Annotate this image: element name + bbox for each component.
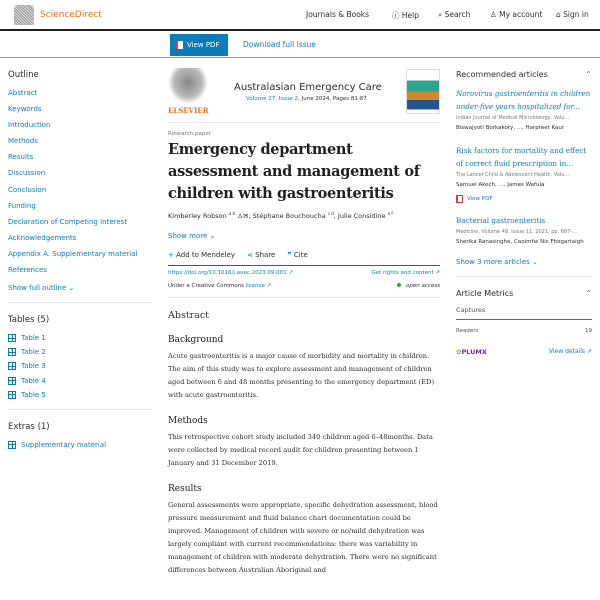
journals-books-link[interactable]: Journals & Books: [306, 10, 370, 19]
elsevier-logo[interactable]: [14, 5, 34, 25]
outline-item[interactable]: Introduction: [8, 121, 51, 130]
section-text: General assessments were appropriate, specific dehydration assessment, blood pressure measurement and fluid balance chart documentation could be improved. Management of children with severe or no/mild dehydration was largely compliant with current recommendations: there was variability in management of children with moderate dehydration. There were no significant differences between Australian Aboriginal and: [168, 501, 438, 575]
outline-heading: Outline: [8, 70, 39, 80]
table-link[interactable]: Table 5: [8, 391, 152, 399]
open-access-badge: open access: [397, 283, 440, 289]
divider: [456, 276, 592, 277]
plumx-logo: ✿PLUMX: [456, 348, 487, 356]
elsevier-publisher-logo[interactable]: ELSEVIER: [168, 68, 208, 118]
author-link[interactable]: Julie Considine: [337, 212, 386, 221]
article-actions: [168, 251, 440, 266]
table-icon: [8, 362, 16, 370]
outline-item[interactable]: Acknowledgements: [8, 233, 77, 242]
table-icon: [8, 334, 16, 342]
doi-link[interactable]: https://doi.org/10.1016/j.auec.2023.09.001 ↗: [168, 270, 293, 277]
chevron-down-icon: ⌄: [532, 258, 538, 266]
show-more-articles-button[interactable]: Show 3 more articles ⌄: [456, 258, 538, 266]
section-heading: Methods: [168, 416, 208, 427]
section-text: This retrospective cohort study included 340 children aged 6–48months. Data were collected by medical record audit for children presenting between 1 January and 31 December 2019.: [168, 433, 433, 468]
cite-button[interactable]: ❞ Cite: [287, 251, 308, 260]
journal-header: [168, 66, 440, 123]
section-heading: Background: [168, 335, 224, 346]
outline-sidebar: [8, 70, 152, 455]
pdf-icon: [176, 41, 183, 49]
outline-item[interactable]: Declaration of Competing Interest: [8, 217, 128, 226]
show-full-outline-button[interactable]: Show full outline ⌄: [8, 284, 75, 293]
journal-volume: Volume 27, Issue 2, June 2024, Pages 81-87: [246, 96, 367, 102]
share-button[interactable]: ⋖ Share: [247, 251, 276, 260]
search-link[interactable]: ⌕ Search: [438, 10, 471, 19]
table-link[interactable]: Table 1: [8, 334, 152, 342]
institution-icon: ⌂: [556, 10, 564, 19]
outline-item[interactable]: References: [8, 266, 47, 275]
author-link[interactable]: Stéphane Bouchoucha: [252, 212, 326, 221]
email-icon[interactable]: ✉: [242, 212, 249, 221]
recommended-article: Risk factors for mortality and effect of correct fluid prescription in... The Lancet Child & Adolescent Health, Volu... Samuel Akech, ..., James Wafula View PDF: [456, 144, 592, 203]
chevron-down-icon: ⌄: [68, 284, 75, 293]
outline-item[interactable]: Funding: [8, 201, 36, 210]
chevron-down-icon: ⌄: [209, 232, 216, 241]
table-link[interactable]: Table 4: [8, 377, 152, 385]
section-text: Acute gastroenteritis is a major cause of morbidity and mortality in children. The aim of this study was to explore assessment and management of children aged between 6 and 48 months presenting to the emergency department (ED) with acute gastroenteritis.: [168, 352, 435, 400]
help-icon: ⓘ: [392, 11, 402, 20]
show-more-button[interactable]: Show more ⌄: [168, 232, 216, 241]
help-link[interactable]: ⓘ Help: [392, 11, 419, 20]
extras-heading: Extras (1): [8, 421, 50, 432]
author-link[interactable]: Kimberley Robson: [168, 212, 227, 221]
metrics-heading: Article Metrics: [456, 289, 514, 298]
volume-link[interactable]: Volume 27, Issue 2: [246, 96, 299, 102]
add-to-mendeley-button[interactable]: + Add to Mendeley: [168, 251, 236, 260]
license-text: Under a Creative Commons license ↗: [168, 283, 272, 290]
site-header: [0, 0, 600, 31]
license-link[interactable]: license ↗: [245, 283, 272, 290]
divider: [8, 409, 152, 410]
recommended-article: Bacterial gastroenteritis Medicine, Volume 49, Issue 11, 2021, pp. 687-... Sherika Ranasinghe, Caoimhe Nic Fhogartaigh: [456, 214, 592, 247]
right-sidebar: Recommended articles ⌃ Norovirus gastroenteritis in children under-five years hospitalized for... Indian Journal of Medical Microbiology, Volu... Biswajyoti Borkakoty, ..., Harpreet Kaur Risk factors for mortality and effect of correct fluid prescription in... The Lancet Child & Adolescent Health, Volu... Samuel Akech, ..., James Wafula View PDF Bacterial gastroenteritis Medicine, Volume 49, Issue 11, 2021, pp. 687-... Sherika Ranasinghe, Caoimhe Nic Fhogartaigh Show 3 more articles ⌄ Article Metrics ⌃ Captures Readers 19 ✿PLUMX View details ↗: [456, 70, 592, 356]
journal-cover-image[interactable]: [406, 69, 440, 114]
article-type: Research paper: [168, 131, 211, 137]
outline-item[interactable]: Results: [8, 153, 34, 162]
table-icon: [8, 391, 16, 399]
table-icon: [8, 377, 16, 385]
article-main: [168, 66, 440, 577]
recommended-article-title[interactable]: Norovirus gastroenteritis in children under-five years hospitalized for...: [456, 89, 591, 111]
share-icon: ⋖: [247, 251, 256, 260]
rights-link[interactable]: Get rights and content ↗: [371, 270, 440, 277]
divider: [8, 302, 152, 303]
view-pdf-link[interactable]: View PDF: [456, 195, 592, 203]
outline-item[interactable]: Keywords: [8, 105, 42, 114]
person-icon: ♙: [237, 212, 243, 221]
view-details-link[interactable]: View details ↗: [548, 348, 592, 355]
download-full-issue-link[interactable]: Download full issue: [243, 40, 316, 49]
outline-item[interactable]: Appendix A. Supplementary material: [8, 249, 138, 258]
outline-item[interactable]: Conclusion: [8, 185, 47, 194]
supplementary-link[interactable]: Supplementary material: [8, 441, 152, 449]
recommended-article-title[interactable]: Bacterial gastroenteritis: [456, 216, 546, 225]
recommended-article: Norovirus gastroenteritis in children under-five years hospitalized for... Indian Journal of Medical Microbiology, Volu... Biswajyoti Borkakoty, ..., Harpreet Kaur: [456, 89, 591, 131]
table-link[interactable]: Table 2: [8, 348, 152, 356]
recommended-article-title[interactable]: Risk factors for mortality and effect of correct fluid prescription in...: [456, 146, 587, 168]
article-title: Emergency department assessment and management of children with gastroenteritis: [168, 141, 420, 202]
view-pdf-button[interactable]: View PDF: [170, 34, 228, 56]
sign-in-link[interactable]: ⌂ Sign in: [556, 10, 589, 19]
author-list: Kimberley Robson $^{a b}$ ♙✉, Stéphane Bouchoucha $^{c d}$, Julie Considine $^{e f}$: [168, 211, 393, 221]
quote-icon: ❞: [287, 251, 294, 260]
document-icon: [8, 441, 16, 449]
brand-link[interactable]: ScienceDirect: [40, 10, 102, 20]
recommended-heading: Recommended articles: [456, 70, 548, 79]
table-link[interactable]: Table 3: [8, 362, 152, 370]
user-icon: ♙: [490, 10, 500, 19]
table-icon: [8, 348, 16, 356]
pdf-icon: [456, 195, 463, 203]
chevron-up-icon[interactable]: ⌃: [585, 70, 592, 79]
readers-count: 19: [585, 328, 592, 334]
outline-item[interactable]: Discussion: [8, 169, 46, 178]
search-icon: ⌕: [438, 10, 445, 19]
tables-heading: Tables (5): [8, 315, 50, 326]
chevron-up-icon[interactable]: ⌃: [585, 289, 592, 298]
plus-icon: +: [168, 251, 177, 260]
journal-title-link[interactable]: Australasian Emergency Care: [234, 82, 382, 93]
captures-label: Captures: [456, 306, 592, 320]
outline-item[interactable]: Abstract: [8, 89, 38, 97]
section-heading: Results: [168, 484, 202, 495]
outline-item[interactable]: Methods: [8, 137, 38, 146]
my-account-link[interactable]: ♙ My account: [490, 10, 543, 19]
abstract-heading: Abstract: [168, 310, 209, 322]
